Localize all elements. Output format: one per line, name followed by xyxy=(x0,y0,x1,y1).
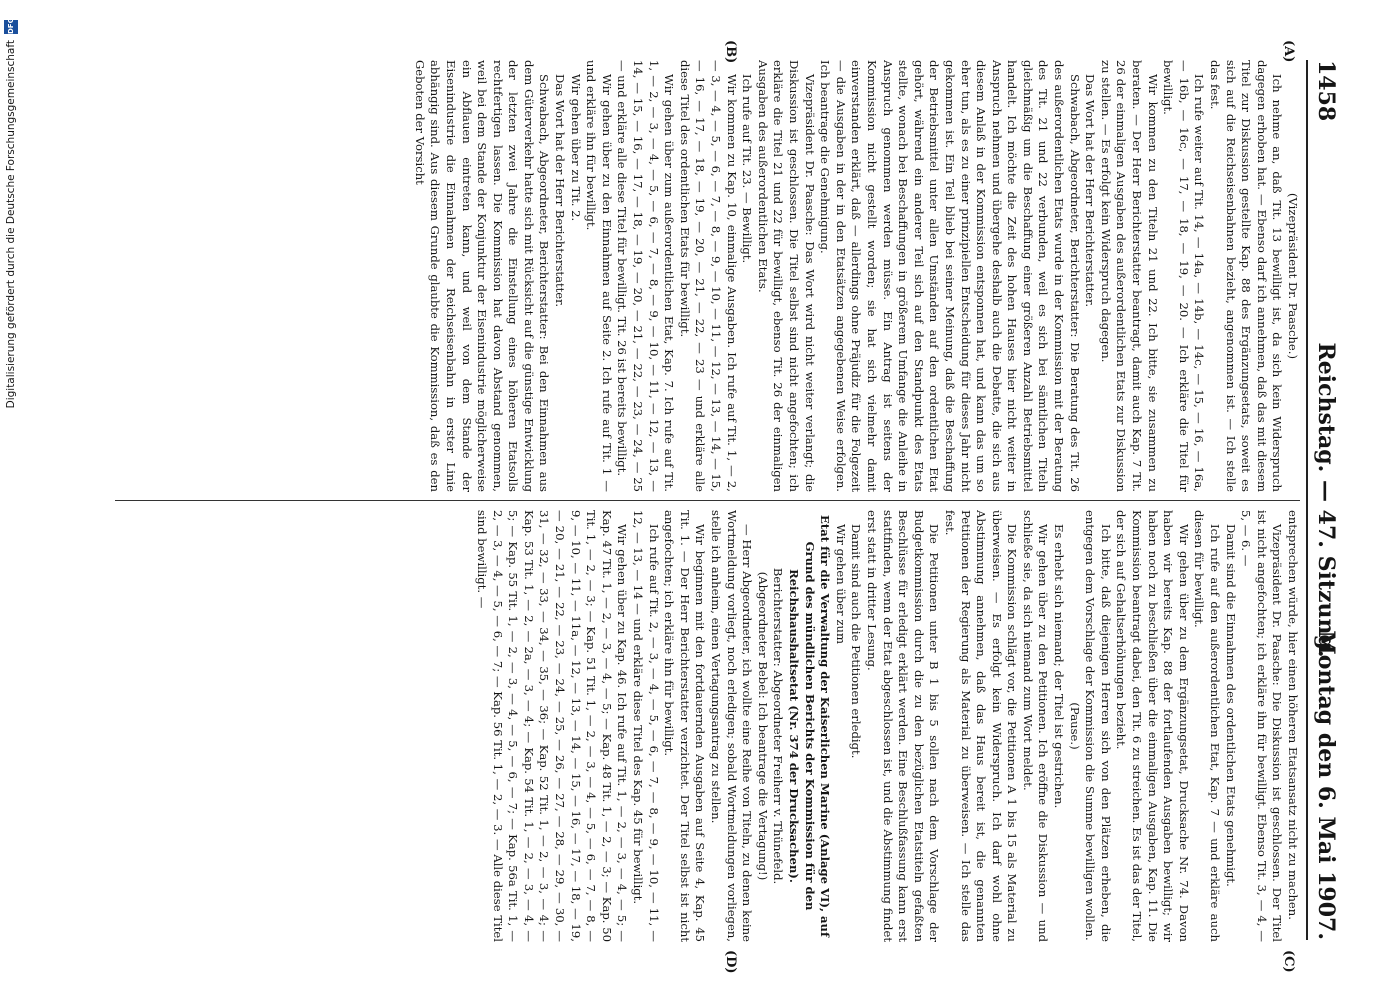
paragraph: entsprechen würde, hier einen höheren Etatsansatz nicht zu machen. xyxy=(1286,510,1300,920)
paragraph: Wir gehen über zum xyxy=(833,524,848,644)
page-number: 1458 xyxy=(1313,60,1339,122)
session-date: Montag den 6. Mai 1907. xyxy=(1313,630,1339,940)
paragraph: Ich rufe weiter auf Tit. 14, — 14a, — 14b, — 14c, — 15, — 16, — 16a, — 16b, — 16c, — 17, — 18, — 19, — 20. — Ich erkläre die Titel für bewilligt. xyxy=(1161,60,1207,492)
paragraph: Das Wort hat der Herr Berichterstatter. xyxy=(1083,74,1098,308)
paragraph: Vizepräsident Dr. Paasche: Die Diskussion ist geschlossen. Der Titel ist nicht angefochten; ich erkläre ihn für bewilligt. Ebenso Tit. 3, — 4, — 5, — 6. — xyxy=(1239,510,1285,942)
paragraph: Wir gehen über zu den Einnahmen auf Seite 2. Ich rufe auf Tit. 1 — und erkläre ihn für bewilligt. xyxy=(584,60,614,492)
paragraph: Ich bitte, daß diejenigen Herren sich von den Plätzen erheben, die entgegen dem Vorschlage der Kommission die Summe bewilligen wollen. xyxy=(1083,510,1113,942)
paragraph: Es erhebt sich niemand; der Titel ist gestrichen. xyxy=(1052,524,1067,809)
paragraph: Ich nehme an, daß Tit. 13 bewilligt ist, da sich kein Widerspruch dagegen erhoben hat. — Ebenso darf ich annehmen, daß das mit diesem Titel zur Diskussion gestellte Kap. 88 des Ergänzungsetats, soweit es sich auf die Reichseisenbahnen bezieht, angenommen ist. — Ich stelle das fest. xyxy=(1208,60,1285,492)
paragraph: Vizepräsident Dr. Paasche: Das Wort wird nicht weiter verlangt; die Diskussion ist geschlossen. Die Titel selbst sind nicht angefochten; ich erkläre die Titel 21 und 22 für bewilligt, ebenso Tit. 26 der einmaligen Ausgaben des außerordentlichen Etats. xyxy=(755,60,817,492)
paragraph: Wir gehen über zu Tit. 2. xyxy=(568,74,583,222)
paragraph: Wir gehen über zu dem Ergänzungsetat, Drucksache Nr. 74. Davon haben wir bereits Kap. 88 der fortlaufenden Ausgaben bewilligt; wir haben noch zu beschließen über die einmaligen Ausgaben, Kap. 11. Die Kommission beantragt dabei, den Tit. 6 zu streichen. Es ist das der Titel, der sich auf Gehaltserhöhungen bezieht. xyxy=(1114,510,1191,942)
paragraph: Berichterstatter: Abgeordneter Freiherr v. Thünefeld. xyxy=(771,567,786,885)
margin-marker-d: (D) xyxy=(723,950,738,974)
right-text-column xyxy=(115,510,1300,942)
paragraph: Schwabach, Abgeordneter, Berichterstatter: Bei den Einnahmen aus dem Güterverkehr hatte sich mit Rücksicht auf die günstige Entwicklung der letzten zwei Jahre die Einstellung eines höheren Etatsolls rechtfertigen lassen. Die Kommission hat davon Abstand genommen, weil bei dem Stande der Konjunktur der Eisenindustrie möglicherweise ein Abflauen eintreten kann, und weil von dem Stande der Eisenindustrie die Einnahmen der Reichseisenbahn in erster Linie abhängig sind. Aus diesem Grunde glaubte die Kommission, daß es den Geboten der Vorsicht xyxy=(412,60,552,492)
column-divider xyxy=(115,500,1300,501)
margin-marker-c: (C) xyxy=(1281,950,1296,973)
paragraph: Schwabach, Abgeordneter, Berichterstatter: Die Beratung des Tit. 26 des außerordentlichen Etats wurde in der Kommission mit der Beratung des Tit. 21 und 22 verbunden, weil es sich bei sämtlichen Titeln gleichmäßig um die Beschaffung einer größeren Anzahl Betriebsmittel handelt. Ich möchte die Zeit des hohen Hauses hier nicht weiter in Anspruch nehmen und übergehe deshalb auch die Debatte, die sich aus diesem Anlaß in der Kommission entsponnen hat, und kann das um so eher tun, als es zu einer prinzipiellen Entscheidung für dieses Jahr nicht gekommen ist. Ein Teil blieb bei seiner Meinung, daß die Beschaffung der Betriebsmittel unter allen Umständen auf den ordentlichen Etat gehört, während ein anderer Teil sich auf den Standpunkt des Etats stellte, wonach bei Beschaffungen in größerem Umfange die Anleihe in Anspruch genommen werden müsse. Ein Antrag ist seitens der Kommission nicht gestellt worden; sie hat sich vielmehr damit einverstanden erklärt, daß — allerdings ohne Präjudiz für die Folgezeit — die Ausgaben in der in den Etatsätzen angegebenen Weise erfolgen. Ich beantrage die Genehmigung. xyxy=(818,60,1082,492)
paragraph: Ich rufe auf den außerordentlichen Etat, Kap. 7 — und erkläre auch diesen für bewilligt. xyxy=(1192,510,1223,942)
paragraph: Wir kommen zu den Titeln 21 und 22. Ich bitte, sie zusammen zu beraten. — Der Herr Berichterstatter beantragt, damit auch Kap. 7 Tit. 26 der einmaligen Ausgaben des außerordentlichen Etats zur Diskussion zu stellen. — Es erfolgt kein Widerspruch dagegen. xyxy=(1098,60,1160,492)
paragraph: Wir beginnen mit den fortdauernden Ausgaben auf Seite 4, Kap. 45 Tit. 1. — Der Herr Berichterstatter verzichtet. Der Titel selbst ist nicht angefochten; ich erkläre ihn für bewilligt. xyxy=(662,510,708,942)
digitization-credit xyxy=(0,0,18,1000)
paragraph: (Pause.) xyxy=(1067,702,1082,750)
paragraph: Wir gehen über zu den Petitionen. Ich eröffne die Diskussion — und schließe sie, da sich niemand zum Wort meldet. xyxy=(1020,510,1051,942)
paragraph: Damit sind die Einnahmen des ordentlichen Etats genehmigt. xyxy=(1223,524,1238,887)
paragraph: — Herr Abgeordneter, ich wollte eine Reihe von Titeln, zu denen keine Wortmeldung vorliegt, noch erledigen; sobald Wortmeldungen vorliegen, stelle ich anheim, einen Vertagungsantrag zu stellen. xyxy=(709,510,755,942)
paragraph: (Vizepräsident Dr. Paasche.) xyxy=(1286,192,1300,359)
paragraph: Die Kommission schlägt vor, die Petitionen A 1 bis 15 als Material zu überweisen. — Es erfolgt kein Widerspruch. Ich darf wohl ohne Abstimmung annehmen, daß das Haus bereit ist, die genannten Petitionen der Regierung als Material zu überweisen. — Ich stelle das fest. xyxy=(942,510,1020,942)
credit-text: Digitalisierung gefördert durch die Deutsche Forschungsgemeinschaft xyxy=(5,40,17,409)
margin-marker-a: (A) xyxy=(1281,40,1296,63)
dfg-logo-icon: DFG xyxy=(4,20,18,34)
section-heading: Etat für die Verwaltung der Kaiserlichen Marine (Anlage VI), auf Grund des mündlichen Berichts der Kommission für den Reichshaushaltsetat (Nr. 374 der Drucksachen). xyxy=(787,515,833,937)
left-text-column xyxy=(115,60,1300,492)
paragraph: (Abgeordneter Bebel: Ich beantrage die Vertagung!) xyxy=(755,571,770,881)
page-header xyxy=(1306,60,1342,940)
paragraph: Die Petitionen unter B 1 bis 5 sollen nach dem Vorschlage der Budgetkommission durch die zu den bezüglichen Etatstiteln gefaßten Beschlüsse für erledigt erklärt werden. Eine Beschlußfassung kann erst stattfinden, wenn der Etat abgeschlossen ist, und die Abstimmung findet erst statt in dritter Lesung. xyxy=(864,510,942,942)
paragraph: Wir kommen zu Kap. 10, einmalige Ausgaben. Ich rufe auf Tit. 1, — 2, — 3, — 4, — 5, — 6, — 7, — 8, — 9, — 10, — 11, — 12, — 13, — 14, — 15, — 16, — 17, — 18, — 19, — 20, — 21, — 22, — 23 — und erkläre alle diese Titel des ordentlichen Etats für bewilligt. xyxy=(677,60,739,492)
paragraph: Ich rufe auf Tit. 23. — Bewilligt. xyxy=(740,74,755,264)
margin-marker-b: (B) xyxy=(723,40,738,64)
paragraph: Wir gehen über zu Kap. 46. Ich rufe auf Tit. 1, — 2, — 3, — 4, — 5; — Kap. 47 Tit. 1, — 2, — 3, — 4, — 5; — Kap. 48 Tit. 1, — 2, — 3; — Kap. 50 Tit. 1, — 2, — 3; — Kap. 51 Tit. 1, — 2, — 3, — 4, — 5, — 6, — 7, — 8, — 9, — 10, — 11, — 11a, — 12, — 13, — 14, — 15, — 16, — 17, — 18, — 19, — 20, — 21, — 22, — 23, — 24, — 25, — 26, — 27, — 28, — 29, — 30, — 31, — 32, — 33, — 34, — 35, — 36; — Kap. 52 Tit. 1, — 2, — 3, — 4; — Kap. 53 Tit. 1, — 2, — 2a, — 3, — 4; — Kap. 54 Tit. 1, — 2, — 3, — 4, — 5; — Kap. 55 Tit. 1, — 2, — 3, — 4, — 5, — 6, — 7; — Kap. 56a Tit. 1, — 2, — 3, — 4, — 5, — 6, — 7; — Kap. 56 Tit. 1, — 2, — 3. — Alle diese Titel sind bewilligt. — xyxy=(475,510,630,942)
session-title: Reichstag. — 47. Sitzung. xyxy=(1313,342,1339,658)
paragraph: Damit sind auch die Petitionen erledigt. xyxy=(849,524,864,759)
paragraph: Das Wort hat der Herr Berichterstatter. xyxy=(553,74,568,308)
paragraph: Wir gehen über zum außerordentlichen Etat, Kap. 7. Ich rufe auf Tit. 1, — 2, — 3, — 4, — 5, — 6, — 7, — 8, — 9, — 10, — 11, — 12, — 13, — 14, — 15, — 16, — 17, — 18, — 19, — 20, — 21, — 22, — 23, — 24, — 25 — und erkläre alle diese Titel für bewilligt. Tit. 26 ist bereits bewilligt. xyxy=(615,60,677,492)
paragraph: Ich rufe auf Tit. 2, — 3, — 4, — 5, — 6, — 7, — 8, — 9, — 10, — 11, — 12, — 13, — 14 — und erkläre diese Titel des Kap. 45 für bewilligt. xyxy=(631,510,661,942)
